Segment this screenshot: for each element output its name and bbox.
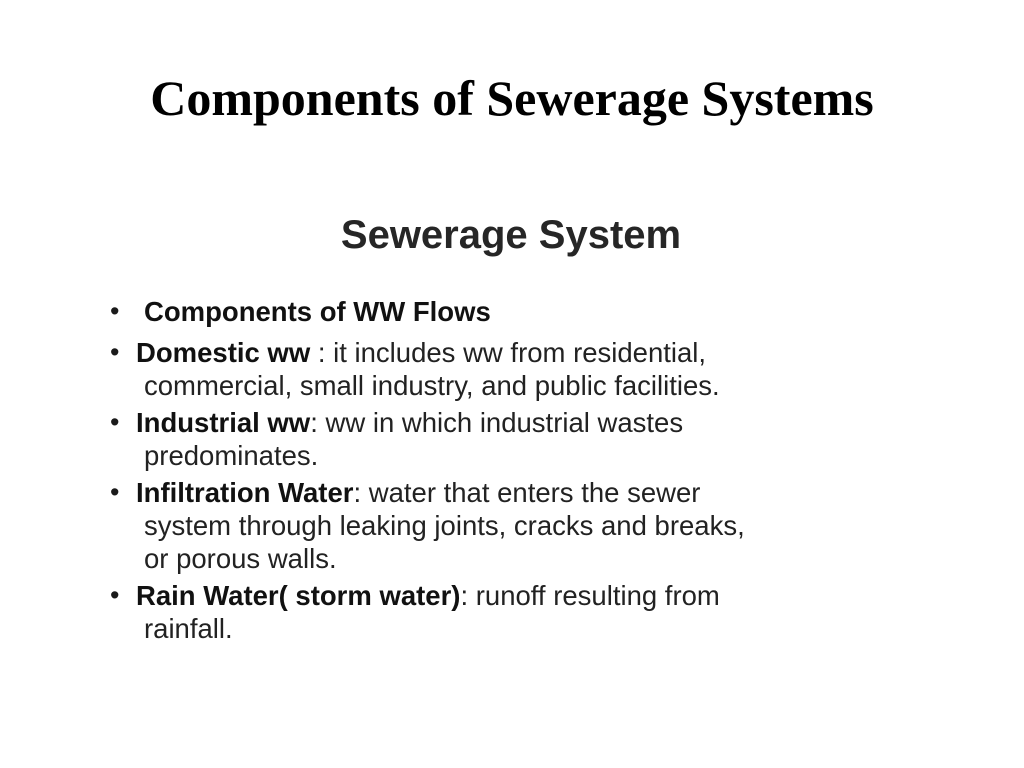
bullet-term: Components of WW Flows — [144, 296, 491, 327]
bullet-description: : it includes ww from residential, — [310, 337, 707, 368]
list-item — [108, 295, 918, 328]
bullet-term: Infiltration Water — [136, 477, 354, 508]
bullet-description: or porous walls. — [144, 543, 337, 574]
bullet-term: Industrial ww — [136, 407, 311, 438]
bullet-list — [108, 295, 918, 649]
bullet-description: system through leaking joints, cracks and breaks, — [144, 510, 745, 541]
bullet-icon: • — [110, 477, 120, 507]
list-item — [108, 579, 918, 645]
bullet-description: : ww in which industrial wastes — [310, 407, 684, 438]
image-heading: Sewerage System — [340, 213, 682, 257]
slide-title: Components of Sewerage Systems — [150, 70, 874, 126]
bullet-description: : water that enters the sewer — [353, 477, 701, 508]
embedded-slide-image — [96, 200, 926, 660]
list-item — [108, 476, 918, 575]
bullet-icon: • — [110, 296, 120, 326]
list-item — [108, 406, 918, 472]
bullet-icon: • — [110, 580, 120, 610]
list-item — [108, 336, 918, 402]
bullet-description: : runoff resulting from — [460, 580, 720, 611]
bullet-description: commercial, small industry, and public facilities. — [144, 370, 720, 401]
bullet-term: Domestic ww — [136, 337, 311, 368]
bullet-description: predominates. — [144, 440, 319, 471]
bullet-description: rainfall. — [144, 613, 233, 644]
bullet-icon: • — [110, 407, 120, 437]
bullet-icon: • — [110, 337, 120, 367]
bullet-term: Rain Water( storm water) — [136, 580, 461, 611]
